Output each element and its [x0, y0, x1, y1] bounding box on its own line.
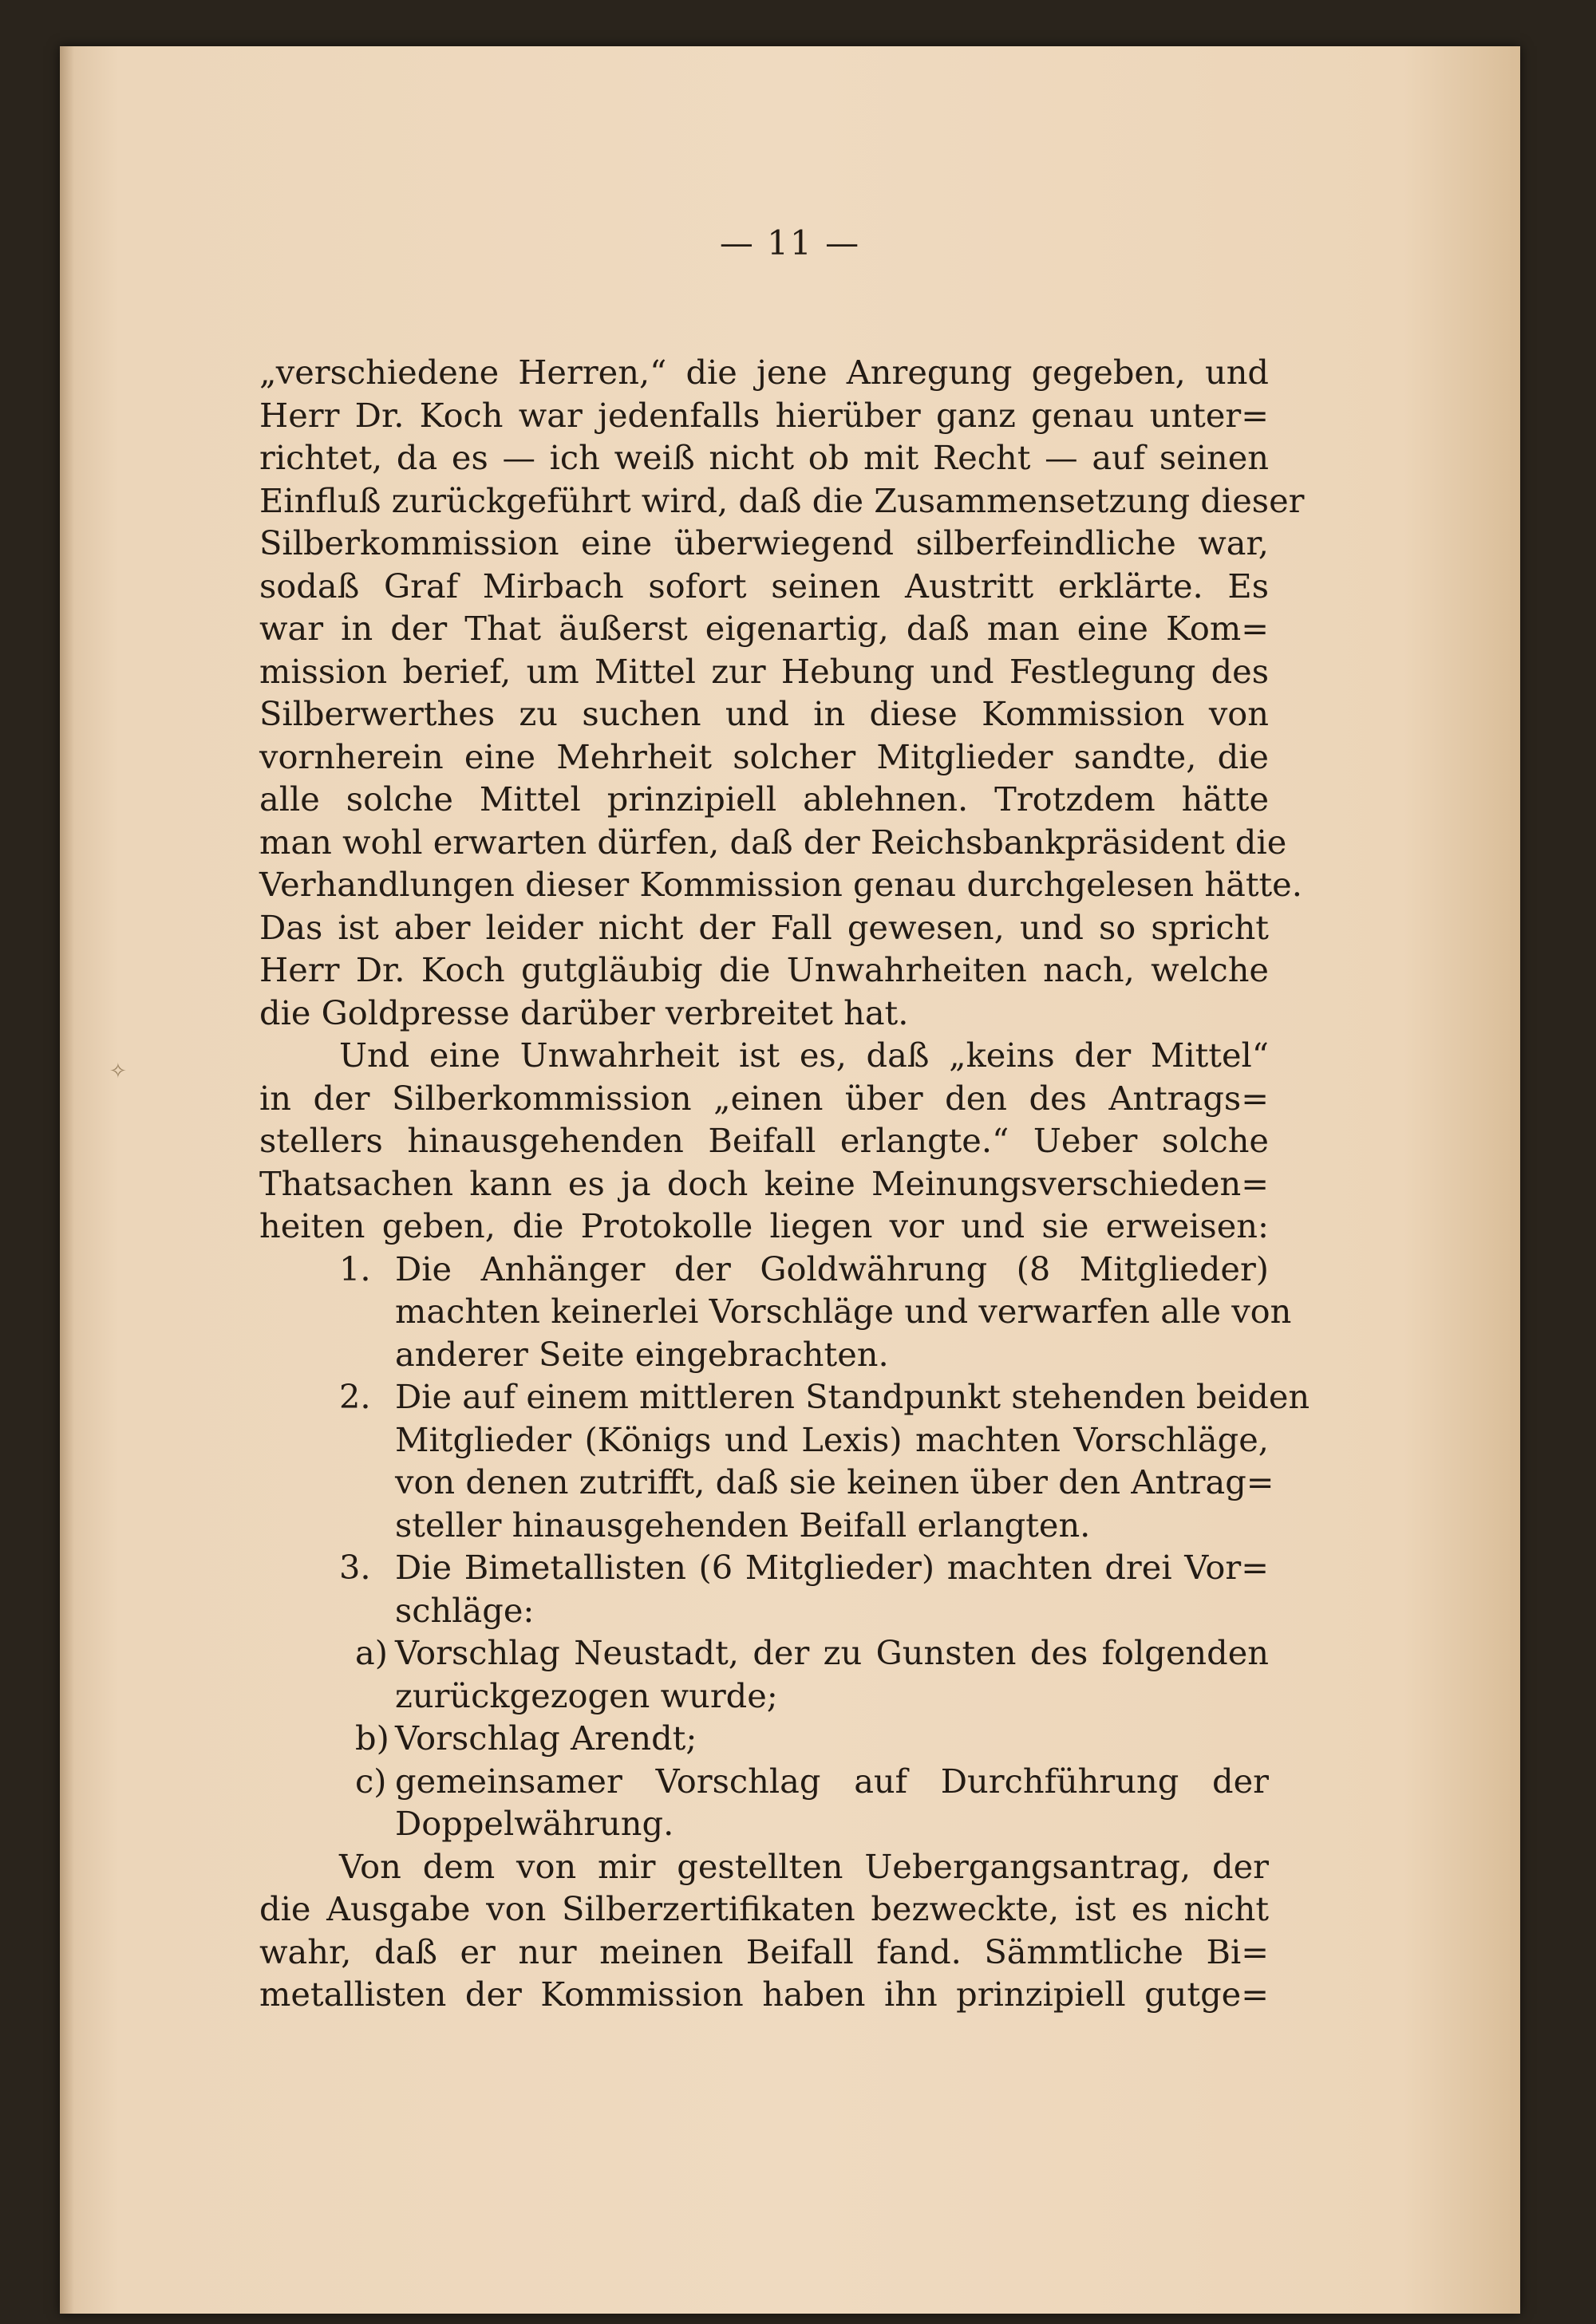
sub-list-label: b) [355, 1718, 389, 1758]
list-item [259, 1375, 1310, 1418]
text-line: Herr Dr. Koch war jedenfalls hierüber ganz genau unter= [259, 395, 1269, 435]
list-number: 1. [339, 1249, 371, 1288]
list-item [259, 1546, 1269, 1589]
text-line: richtet, da es — ich weiß nicht ob mit Recht — auf seinen [259, 438, 1269, 477]
sub-list-item-text: Vorschlag Arendt; [395, 1718, 697, 1758]
text-line: die Goldpresse darüber verbreitet hat. [259, 992, 909, 1032]
text-line: mission berief, um Mittel zur Hebung und Festlegung des [259, 651, 1269, 691]
text-line: Mitglieder (Königs und Lexis) machten Vorschläge, [395, 1419, 1269, 1459]
sub-list-item-text: gemeinsamer Vorschlag auf Durchführung der [395, 1761, 1269, 1801]
list-item-text: Die Anhänger der Goldwährung (8 Mitglieder) [395, 1249, 1269, 1288]
sub-list-item-text: Vorschlag Neustadt, der zu Gunsten des folgenden [395, 1633, 1269, 1672]
list-item [259, 1248, 1269, 1291]
text-line: steller hinausgehenden Beifall erlangten. [395, 1505, 1091, 1545]
sub-list-item [259, 1760, 1269, 1803]
sub-list-item [259, 1632, 1269, 1675]
text-line: stellers hinausgehenden Beifall erlangte.“ Ueber solche [259, 1121, 1269, 1160]
text-line: Und eine Unwahrheit ist es, daß „keins der Mittel“ [339, 1036, 1269, 1075]
text-line: alle solche Mittel prinzipiell ablehnen. Trotzdem hätte [259, 779, 1269, 819]
text-line: von denen zutrifft, daß sie keinen über den Antrag= [395, 1462, 1274, 1501]
text-line: „verschiedene Herren,“ die jene Anregung gegeben, und [259, 353, 1269, 392]
list-number: 3. [339, 1548, 371, 1587]
list-number: 2. [339, 1377, 371, 1416]
text-line: Das ist aber leider nicht der Fall gewesen, und so spricht [259, 907, 1269, 947]
text-line: heiten geben, die Protokolle liegen vor und sie erweisen: [259, 1206, 1269, 1245]
text-line: anderer Seite eingebrachten. [395, 1334, 889, 1374]
text-line: machten keinerlei Vorschläge und verwarfen alle von [395, 1292, 1292, 1331]
text-line: in der Silberkommission „einen über den des Antrags= [259, 1078, 1269, 1118]
text-line: Von dem von mir gestellten Uebergangsantrag, der [339, 1846, 1269, 1886]
sub-list-label: a) [355, 1633, 388, 1672]
text-line: Herr Dr. Koch gutgläubig die Unwahrheiten nach, welche [259, 950, 1269, 989]
text-line: Silberkommission eine überwiegend silberfeindliche war, [259, 523, 1269, 562]
sub-list-item [259, 1717, 1269, 1760]
sub-list-label: c) [355, 1761, 387, 1801]
text-line: zurückgezogen wurde; [395, 1675, 778, 1715]
text-line: war in der That äußerst eigenartig, daß man eine Kom= [259, 609, 1269, 648]
text-line: man wohl erwarten dürfen, daß der Reichsbankpräsident die [259, 822, 1287, 862]
list-item-text: Die auf einem mittleren Standpunkt stehenden beiden [395, 1377, 1310, 1416]
page-number: — 11 — [719, 223, 861, 262]
text-line: vornherein eine Mehrheit solcher Mitglieder sandte, die [259, 736, 1269, 776]
text-line: schläge: [395, 1590, 535, 1630]
text-line: sodaß Graf Mirbach sofort seinen Austritt erklärte. Es [259, 566, 1269, 606]
list-item-text: Die Bimetallisten (6 Mitglieder) machten drei Vor= [395, 1548, 1269, 1587]
text-line: Einfluß zurückgeführt wird, daß die Zusammensetzung dieser [259, 480, 1305, 520]
body-text [259, 351, 1310, 2016]
margin-mark: ✧ [109, 1059, 127, 1083]
book-page [60, 46, 1520, 2314]
text-line: die Ausgabe von Silberzertifikaten bezweckte, ist es nicht [259, 1889, 1269, 1928]
page-spine-shadow [60, 46, 74, 2314]
text-line: Thatsachen kann es ja doch keine Meinungsverschieden= [259, 1163, 1269, 1203]
text-line: metallisten der Kommission haben ihn prinzipiell gutge= [259, 1975, 1269, 2014]
text-line: wahr, daß er nur meinen Beifall fand. Sämmtliche Bi= [259, 1931, 1269, 1971]
text-line: Doppelwährung. [395, 1804, 674, 1843]
text-line: Silberwerthes zu suchen und in diese Kommission von [259, 694, 1269, 733]
text-line: Verhandlungen dieser Kommission genau durchgelesen hätte. [259, 865, 1302, 904]
